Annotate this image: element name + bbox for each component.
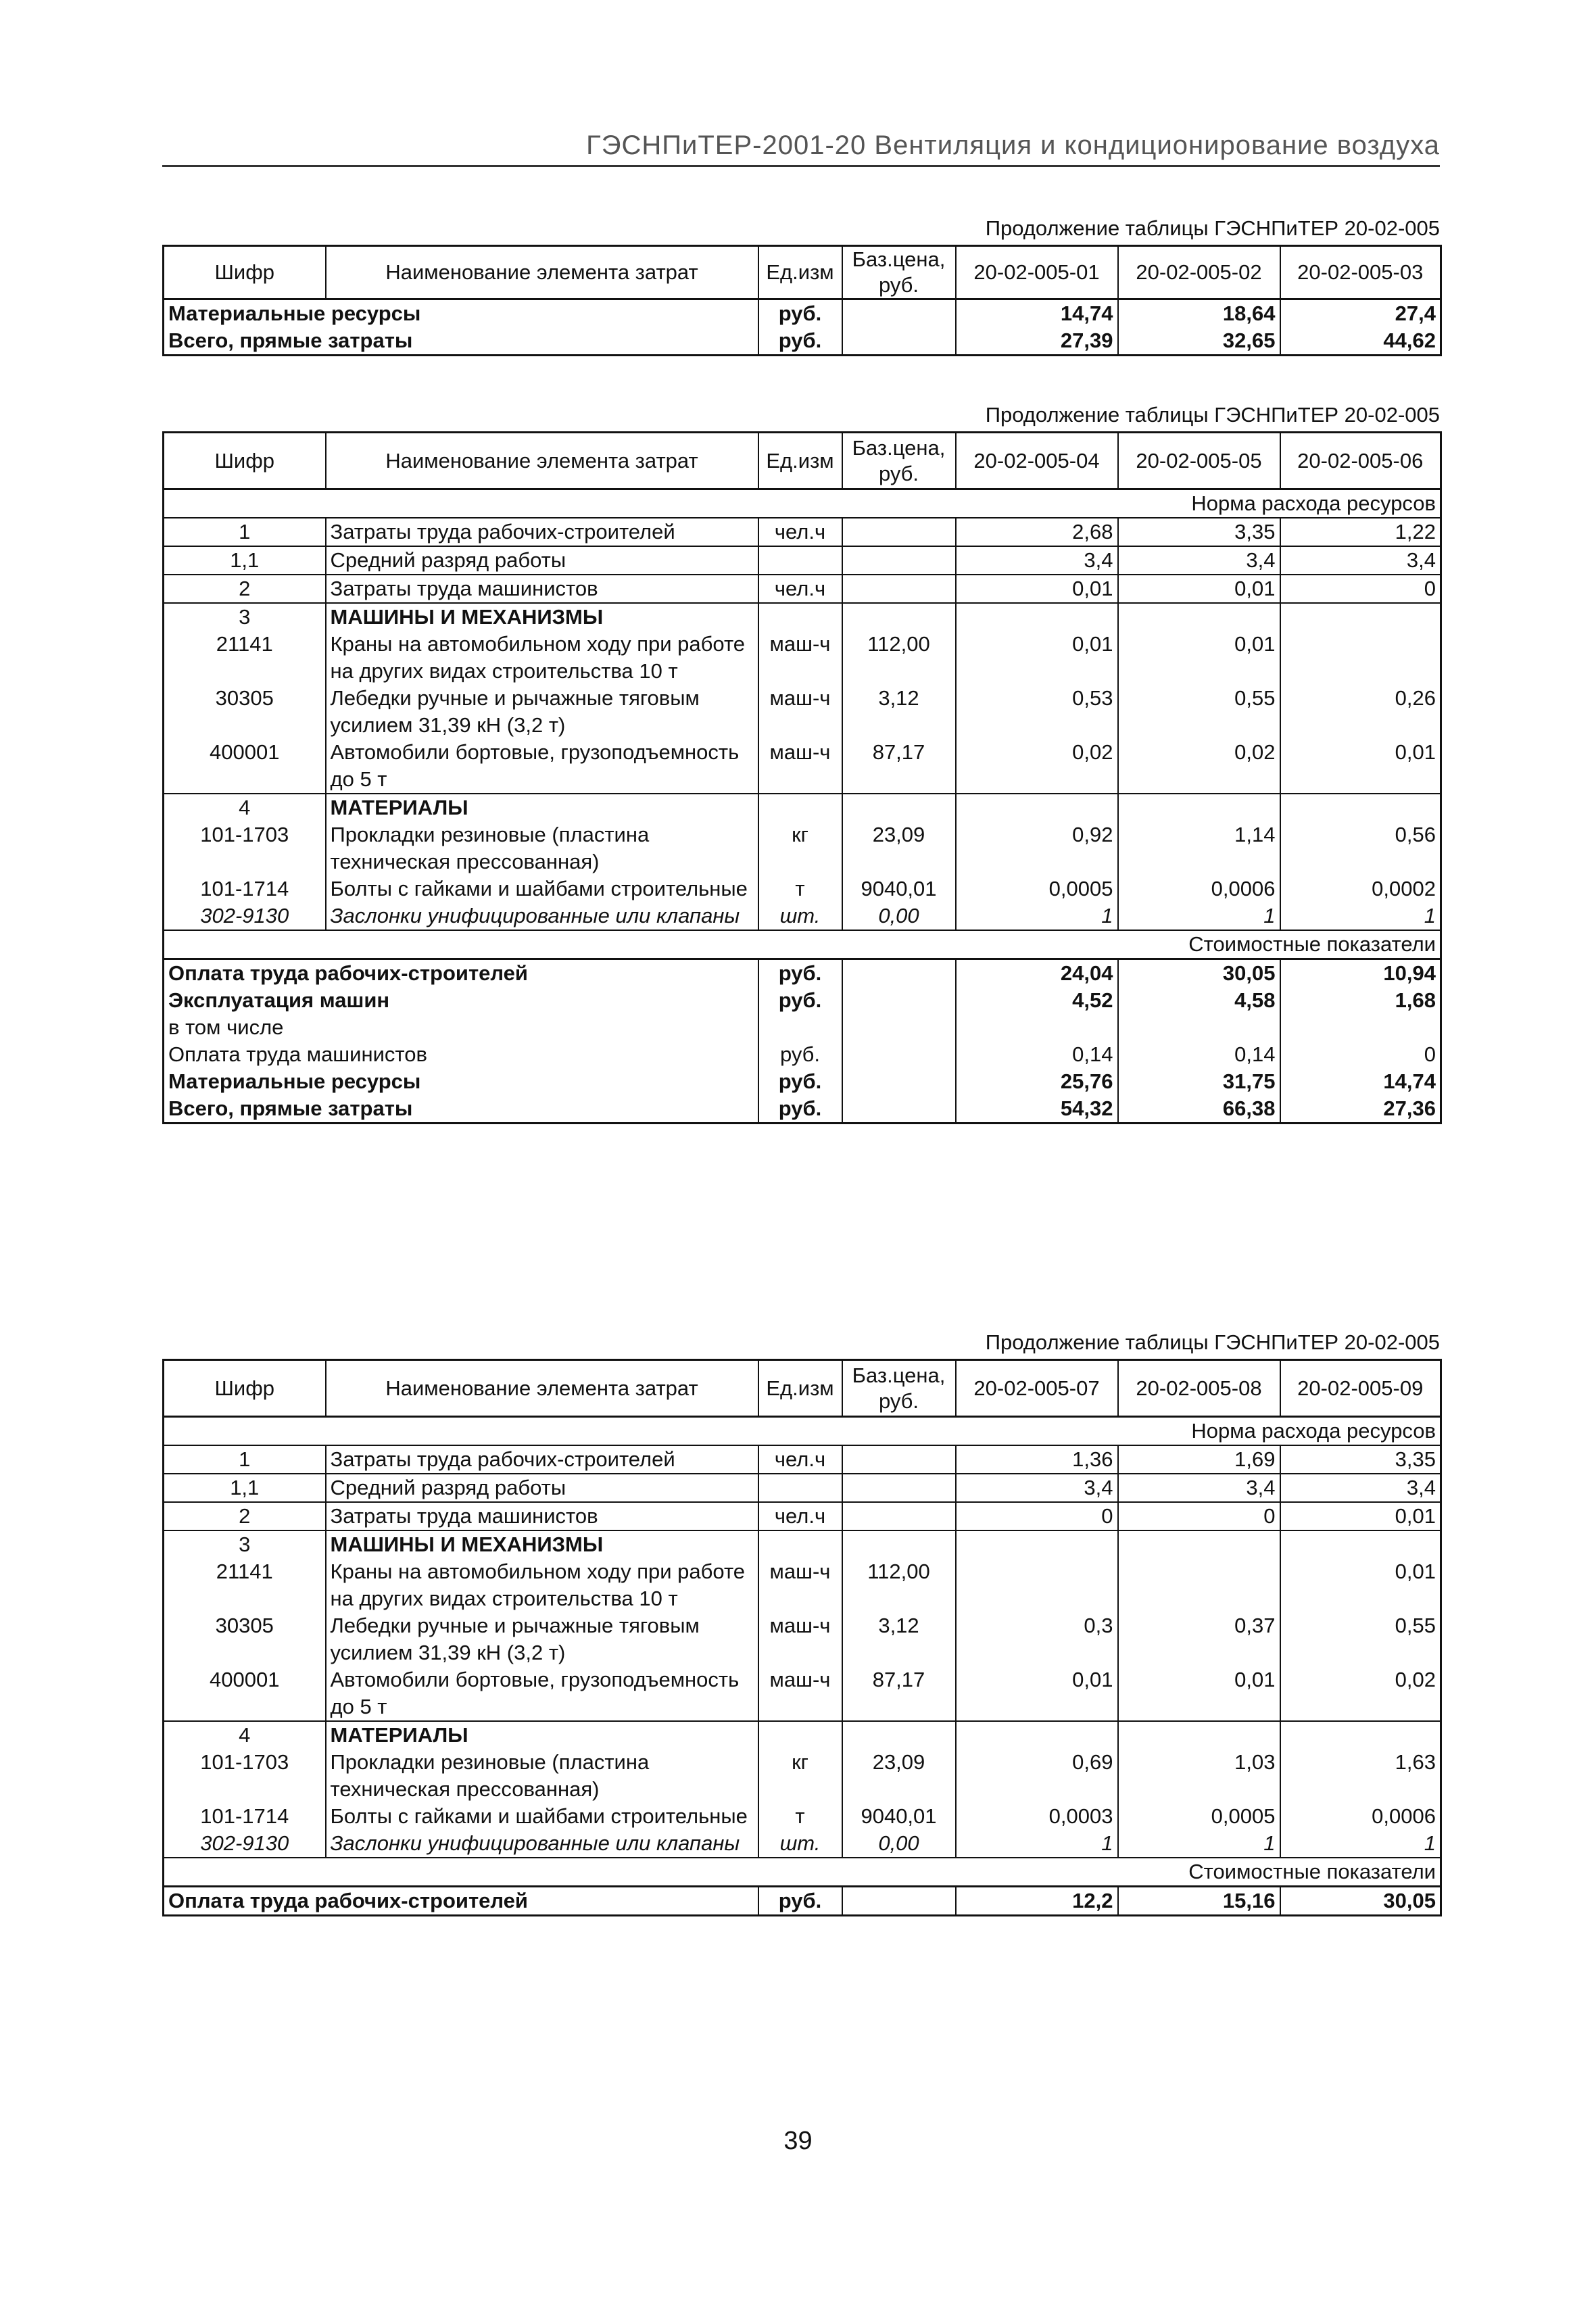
row-value-3: 0,55 <box>1280 1612 1441 1666</box>
summary-price <box>842 1041 956 1068</box>
summary-value-1: 24,04 <box>956 959 1118 988</box>
summary-price <box>842 987 956 1014</box>
col-code-1: 20-02-005-04 <box>956 433 1118 489</box>
section-heading: МАТЕРИАЛЫ <box>326 1721 758 1749</box>
row-value-3: 0,01 <box>1280 1558 1441 1612</box>
row-value-1: 0 <box>956 1502 1118 1530</box>
row-value-3: 0,01 <box>1280 1502 1441 1530</box>
row-unit: чел.ч <box>758 1445 842 1474</box>
row-value-1: 2,68 <box>956 518 1118 546</box>
row-unit: маш-ч <box>758 1558 842 1612</box>
row-value-3: 0 <box>1280 575 1441 603</box>
row-price <box>842 1474 956 1502</box>
row-name: Болты с гайками и шайбами строительные <box>326 1803 758 1830</box>
row-price: 112,00 <box>842 1558 956 1612</box>
table-row <box>164 1721 1441 1749</box>
summary-price <box>842 1014 956 1041</box>
summary-unit: руб. <box>758 1068 842 1095</box>
row-value-1: 1 <box>956 1830 1118 1858</box>
table3 <box>162 1359 1442 1916</box>
row-code: 1,1 <box>164 546 326 575</box>
row-value-3: 27,4 <box>1280 299 1441 328</box>
section-heading: МАТЕРИАЛЫ <box>326 794 758 821</box>
summary-value-3: 10,94 <box>1280 959 1441 988</box>
summary-value-2: 4,58 <box>1118 987 1280 1014</box>
row-value-3: 0,0006 <box>1280 1803 1441 1830</box>
row-name: Всего, прямые затраты <box>168 329 413 352</box>
summary-value-3: 27,36 <box>1280 1095 1441 1124</box>
row-price <box>842 546 956 575</box>
summary-value-3 <box>1280 1014 1441 1041</box>
summary-value-3: 1,68 <box>1280 987 1441 1014</box>
row-price: 3,12 <box>842 685 956 739</box>
table1-caption: Продолжение таблицы ГЭСНПиТЕР 20-02-005 <box>985 216 1440 240</box>
row-unit: руб. <box>758 299 842 328</box>
table-row <box>164 1666 1441 1721</box>
row-value-3: 1,22 <box>1280 518 1441 546</box>
row-name: Материальные ресурсы <box>168 301 421 325</box>
row-price <box>842 1530 956 1558</box>
row-name: Затраты труда рабочих-строителей <box>326 1445 758 1474</box>
row-name: Автомобили бортовые, грузоподъемность до 5 т <box>326 739 758 794</box>
row-price <box>842 1502 956 1530</box>
row-price: 23,09 <box>842 821 956 875</box>
row-code: 2 <box>164 575 326 603</box>
col-code-header: Шифр <box>164 433 326 489</box>
row-value-1: 0,01 <box>956 1666 1118 1721</box>
row-value-3 <box>1280 1721 1441 1749</box>
row-value-1: 0,01 <box>956 575 1118 603</box>
summary-price <box>842 1095 956 1124</box>
row-code: 2 <box>164 1502 326 1530</box>
table-row <box>164 546 1441 575</box>
row-value-3: 44,62 <box>1280 327 1441 356</box>
table-row <box>164 1612 1441 1666</box>
table-row <box>164 1830 1441 1858</box>
summary-row <box>164 1887 1441 1916</box>
col-code-2: 20-02-005-02 <box>1118 246 1280 299</box>
row-value-3: 0,02 <box>1280 1666 1441 1721</box>
summary-unit <box>758 1014 842 1041</box>
row-code: 3 <box>164 603 326 631</box>
row-name: Краны на автомобильном ходу при работе на других видах строительства 10 т <box>326 1558 758 1612</box>
summary-value-1: 0,14 <box>956 1041 1118 1068</box>
norm-band <box>164 1417 1441 1446</box>
row-value-3: 3,35 <box>1280 1445 1441 1474</box>
table-row <box>164 1474 1441 1502</box>
row-value-3 <box>1280 603 1441 631</box>
row-code: 302-9130 <box>164 902 326 930</box>
summary-value-3: 30,05 <box>1280 1887 1441 1916</box>
row-price: 0,00 <box>842 1830 956 1858</box>
col-code-1: 20-02-005-01 <box>956 246 1118 299</box>
table1-header-row <box>164 246 1441 299</box>
row-value-2: 0,0005 <box>1118 1803 1280 1830</box>
row-unit: т <box>758 1803 842 1830</box>
row-value-2: 1,03 <box>1118 1749 1280 1803</box>
row-name: Прокладки резиновые (пластина техническая прессованная) <box>326 1749 758 1803</box>
row-value-2 <box>1118 1721 1280 1749</box>
row-price <box>842 299 956 328</box>
row-value-1 <box>956 1558 1118 1612</box>
row-unit: маш-ч <box>758 739 842 794</box>
row-code: 302-9130 <box>164 1830 326 1858</box>
row-unit: маш-ч <box>758 685 842 739</box>
table2 <box>162 431 1442 1124</box>
row-value-2: 0,01 <box>1118 631 1280 685</box>
table-row <box>164 875 1441 902</box>
table-row <box>164 327 1441 356</box>
cost-band <box>164 1858 1441 1887</box>
summary-value-1: 12,2 <box>956 1887 1118 1916</box>
summary-unit: руб. <box>758 987 842 1014</box>
section-heading: МАШИНЫ И МЕХАНИЗМЫ <box>326 603 758 631</box>
row-value-1: 0,02 <box>956 739 1118 794</box>
section-heading: МАШИНЫ И МЕХАНИЗМЫ <box>326 1530 758 1558</box>
row-unit: руб. <box>758 327 842 356</box>
row-code: 1 <box>164 1445 326 1474</box>
row-value-2: 0,37 <box>1118 1612 1280 1666</box>
table-row <box>164 518 1441 546</box>
summary-value-3: 14,74 <box>1280 1068 1441 1095</box>
summary-price <box>842 959 956 988</box>
row-price <box>842 794 956 821</box>
row-name: Средний разряд работы <box>326 546 758 575</box>
summary-price <box>842 1887 956 1916</box>
table3-caption: Продолжение таблицы ГЭСНПиТЕР 20-02-005 <box>985 1330 1440 1354</box>
table-row <box>164 902 1441 930</box>
row-unit: чел.ч <box>758 518 842 546</box>
row-value-2 <box>1118 603 1280 631</box>
col-name-header: Наименование элемента затрат <box>326 246 758 299</box>
col-price-header: Баз.цена, руб. <box>842 433 956 489</box>
row-value-2: 0,01 <box>1118 1666 1280 1721</box>
row-value-1: 0,0005 <box>956 875 1118 902</box>
col-code-3: 20-02-005-06 <box>1280 433 1441 489</box>
summary-name: Материальные ресурсы <box>168 1069 421 1093</box>
row-value-3: 0,01 <box>1280 739 1441 794</box>
row-price <box>842 575 956 603</box>
row-price: 3,12 <box>842 1612 956 1666</box>
summary-unit: руб. <box>758 959 842 988</box>
summary-value-1: 4,52 <box>956 987 1118 1014</box>
summary-name: Эксплуатация машин <box>168 988 390 1012</box>
row-name: Прокладки резиновые (пластина техническая прессованная) <box>326 821 758 875</box>
col-price-header: Баз.цена, руб. <box>842 246 956 299</box>
row-value-2: 1 <box>1118 1830 1280 1858</box>
summary-value-2: 31,75 <box>1118 1068 1280 1095</box>
row-value-3: 0,0002 <box>1280 875 1441 902</box>
row-code: 21141 <box>164 1558 326 1612</box>
row-price: 9040,01 <box>842 1803 956 1830</box>
col-code-header: Шифр <box>164 1360 326 1417</box>
row-value-1 <box>956 1721 1118 1749</box>
row-value-2: 0,01 <box>1118 575 1280 603</box>
summary-value-2: 0,14 <box>1118 1041 1280 1068</box>
norm-label: Норма расхода ресурсов <box>164 489 1441 518</box>
row-value-1: 1 <box>956 902 1118 930</box>
row-value-3: 3,4 <box>1280 546 1441 575</box>
table-row <box>164 299 1441 328</box>
col-name-header: Наименование элемента затрат <box>326 1360 758 1417</box>
row-value-1: 0,3 <box>956 1612 1118 1666</box>
summary-price <box>842 1068 956 1095</box>
summary-value-3: 0 <box>1280 1041 1441 1068</box>
summary-row <box>164 959 1441 988</box>
summary-row <box>164 1068 1441 1095</box>
row-value-3: 1 <box>1280 902 1441 930</box>
row-name: Средний разряд работы <box>326 1474 758 1502</box>
row-value-2: 1,69 <box>1118 1445 1280 1474</box>
row-value-2: 3,35 <box>1118 518 1280 546</box>
row-code: 101-1714 <box>164 1803 326 1830</box>
row-value-1: 3,4 <box>956 546 1118 575</box>
row-name: Автомобили бортовые, грузоподъемность до 5 т <box>326 1666 758 1721</box>
row-value-3: 3,4 <box>1280 1474 1441 1502</box>
row-unit: маш-ч <box>758 631 842 685</box>
table-row <box>164 1445 1441 1474</box>
table-row <box>164 575 1441 603</box>
document-title: ГЭСНПиТЕР-2001-20 Вентиляция и кондиционирование воздуха <box>586 130 1440 160</box>
row-value-1: 0,0003 <box>956 1803 1118 1830</box>
row-value-3 <box>1280 631 1441 685</box>
row-code: 400001 <box>164 1666 326 1721</box>
page-header <box>162 130 1440 167</box>
cost-label: Стоимостные показатели <box>164 930 1441 959</box>
row-price <box>842 603 956 631</box>
row-unit <box>758 1474 842 1502</box>
col-name-header: Наименование элемента затрат <box>326 433 758 489</box>
summary-row <box>164 987 1441 1014</box>
row-value-3: 0,26 <box>1280 685 1441 739</box>
row-name: Затраты труда рабочих-строителей <box>326 518 758 546</box>
table-row <box>164 1558 1441 1612</box>
row-code: 4 <box>164 794 326 821</box>
page-number: 39 <box>783 2127 813 2155</box>
cost-band <box>164 930 1441 959</box>
table-row <box>164 631 1441 685</box>
row-value-2: 0,55 <box>1118 685 1280 739</box>
row-code: 1,1 <box>164 1474 326 1502</box>
row-price: 112,00 <box>842 631 956 685</box>
row-price: 0,00 <box>842 902 956 930</box>
row-code: 3 <box>164 1530 326 1558</box>
row-value-1: 0,01 <box>956 631 1118 685</box>
table2-caption: Продолжение таблицы ГЭСНПиТЕР 20-02-005 <box>985 403 1440 427</box>
summary-value-1 <box>956 1014 1118 1041</box>
row-price <box>842 327 956 356</box>
row-value-2: 1 <box>1118 902 1280 930</box>
row-unit: маш-ч <box>758 1666 842 1721</box>
summary-unit: руб. <box>758 1041 842 1068</box>
row-code: 30305 <box>164 1612 326 1666</box>
col-unit-header: Ед.изм <box>758 433 842 489</box>
col-unit-header: Ед.изм <box>758 1360 842 1417</box>
summary-name: Оплата труда рабочих-строителей <box>168 1889 528 1912</box>
table-row <box>164 739 1441 794</box>
row-value-2: 1,14 <box>1118 821 1280 875</box>
row-name: Болты с гайками и шайбами строительные <box>326 875 758 902</box>
row-unit: кг <box>758 1749 842 1803</box>
row-unit: чел.ч <box>758 1502 842 1530</box>
row-unit <box>758 1530 842 1558</box>
summary-row <box>164 1041 1441 1068</box>
row-name: Лебедки ручные и рычажные тяговым усилием 31,39 кН (3,2 т) <box>326 685 758 739</box>
table-row <box>164 603 1441 631</box>
row-value-1: 1,36 <box>956 1445 1118 1474</box>
summary-unit: руб. <box>758 1887 842 1916</box>
row-value-1: 0,69 <box>956 1749 1118 1803</box>
summary-row <box>164 1014 1441 1041</box>
row-code: 101-1703 <box>164 1749 326 1803</box>
summary-value-2: 66,38 <box>1118 1095 1280 1124</box>
row-unit <box>758 546 842 575</box>
row-price: 9040,01 <box>842 875 956 902</box>
summary-row <box>164 1095 1441 1124</box>
table-row <box>164 1803 1441 1830</box>
summary-name: в том числе <box>168 1015 284 1039</box>
row-value-2: 0 <box>1118 1502 1280 1530</box>
row-value-2 <box>1118 1530 1280 1558</box>
summary-value-2 <box>1118 1014 1280 1041</box>
row-value-1 <box>956 794 1118 821</box>
norm-label: Норма расхода ресурсов <box>164 1417 1441 1446</box>
row-code: 101-1714 <box>164 875 326 902</box>
row-code: 1 <box>164 518 326 546</box>
table-row <box>164 1749 1441 1803</box>
norm-band <box>164 489 1441 518</box>
row-price <box>842 1445 956 1474</box>
row-value-2: 18,64 <box>1118 299 1280 328</box>
row-value-2 <box>1118 794 1280 821</box>
row-unit: т <box>758 875 842 902</box>
row-value-1: 0,92 <box>956 821 1118 875</box>
table-row <box>164 794 1441 821</box>
col-price-header: Баз.цена, руб. <box>842 1360 956 1417</box>
col-unit-header: Ед.изм <box>758 246 842 299</box>
row-value-3: 1 <box>1280 1830 1441 1858</box>
row-price: 87,17 <box>842 1666 956 1721</box>
row-value-3 <box>1280 794 1441 821</box>
table-row <box>164 1530 1441 1558</box>
row-name: Заслонки унифицированные или клапаны <box>326 1830 758 1858</box>
summary-value-2: 15,16 <box>1118 1887 1280 1916</box>
row-price <box>842 518 956 546</box>
row-value-1: 3,4 <box>956 1474 1118 1502</box>
row-value-3 <box>1280 1530 1441 1558</box>
cost-label: Стоимостные показатели <box>164 1858 1441 1887</box>
row-unit: кг <box>758 821 842 875</box>
row-price: 87,17 <box>842 739 956 794</box>
summary-name: Оплата труда рабочих-строителей <box>168 961 528 985</box>
row-name: Лебедки ручные и рычажные тяговым усилием 31,39 кН (3,2 т) <box>326 1612 758 1666</box>
col-code-header: Шифр <box>164 246 326 299</box>
row-value-1: 14,74 <box>956 299 1118 328</box>
row-code: 4 <box>164 1721 326 1749</box>
summary-name: Оплата труда машинистов <box>168 1042 427 1066</box>
row-value-1 <box>956 1530 1118 1558</box>
col-code-3: 20-02-005-03 <box>1280 246 1441 299</box>
summary-name: Всего, прямые затраты <box>168 1096 413 1120</box>
row-name: Заслонки унифицированные или клапаны <box>326 902 758 930</box>
row-value-1: 0,53 <box>956 685 1118 739</box>
row-name: Затраты труда машинистов <box>326 575 758 603</box>
table-row <box>164 685 1441 739</box>
summary-value-2: 30,05 <box>1118 959 1280 988</box>
row-value-3: 0,56 <box>1280 821 1441 875</box>
row-code: 101-1703 <box>164 821 326 875</box>
table-row <box>164 1502 1441 1530</box>
row-value-1 <box>956 603 1118 631</box>
row-unit: шт. <box>758 1830 842 1858</box>
col-code-2: 20-02-005-08 <box>1118 1360 1280 1417</box>
table3-header-row <box>164 1360 1441 1417</box>
row-unit <box>758 603 842 631</box>
row-value-2: 3,4 <box>1118 1474 1280 1502</box>
table2-header-row <box>164 433 1441 489</box>
row-unit: маш-ч <box>758 1612 842 1666</box>
row-price: 23,09 <box>842 1749 956 1803</box>
row-value-2: 0,02 <box>1118 739 1280 794</box>
row-unit: шт. <box>758 902 842 930</box>
summary-value-1: 25,76 <box>956 1068 1118 1095</box>
col-code-2: 20-02-005-05 <box>1118 433 1280 489</box>
row-value-2: 3,4 <box>1118 546 1280 575</box>
col-code-3: 20-02-005-09 <box>1280 1360 1441 1417</box>
row-unit <box>758 1721 842 1749</box>
summary-unit: руб. <box>758 1095 842 1124</box>
row-price <box>842 1721 956 1749</box>
row-value-1: 27,39 <box>956 327 1118 356</box>
col-code-1: 20-02-005-07 <box>956 1360 1118 1417</box>
row-code: 400001 <box>164 739 326 794</box>
row-value-2 <box>1118 1558 1280 1612</box>
table1 <box>162 245 1442 356</box>
row-unit: чел.ч <box>758 575 842 603</box>
row-code: 30305 <box>164 685 326 739</box>
table-row <box>164 821 1441 875</box>
row-value-2: 0,0006 <box>1118 875 1280 902</box>
row-code: 21141 <box>164 631 326 685</box>
summary-value-1: 54,32 <box>956 1095 1118 1124</box>
row-unit <box>758 794 842 821</box>
row-name: Краны на автомобильном ходу при работе на других видах строительства 10 т <box>326 631 758 685</box>
row-value-2: 32,65 <box>1118 327 1280 356</box>
row-value-3: 1,63 <box>1280 1749 1441 1803</box>
row-name: Затраты труда машинистов <box>326 1502 758 1530</box>
